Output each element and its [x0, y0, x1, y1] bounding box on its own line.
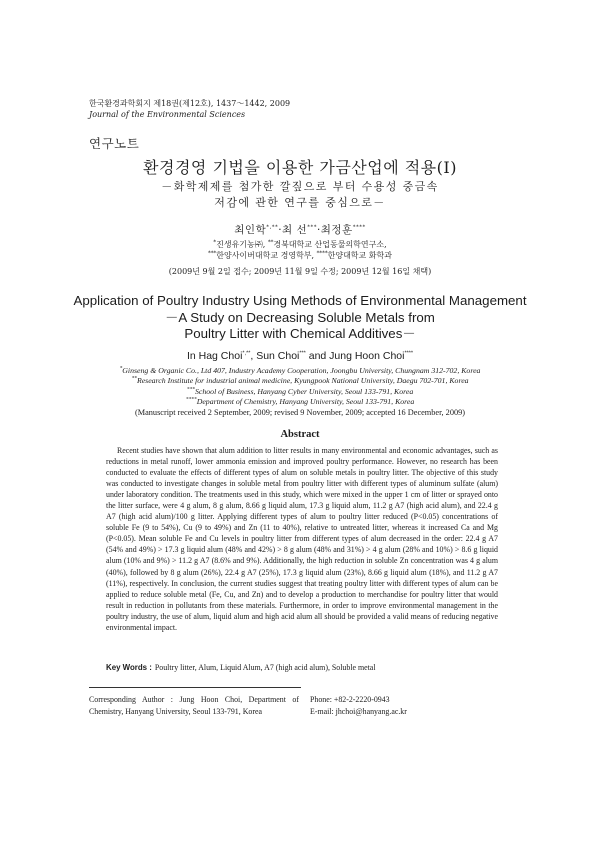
affiliation-sup: ***: [186, 386, 196, 392]
affiliation-text: 한양대학교 화학과: [327, 251, 392, 260]
abstract-heading: Abstract: [280, 429, 320, 440]
korean-authors: [60, 222, 540, 237]
english-affiliations: [60, 366, 540, 407]
english-author-sup: ****: [404, 350, 414, 357]
english-title-line2: －A Study on Decreasing Soluble Metals from: [165, 309, 435, 325]
affiliation-text: Department of Chemistry, Hanyang University, Seoul 133-791, Korea: [196, 396, 415, 406]
keywords-label: Key Words :: [106, 663, 152, 672]
affiliation-text: 경북대학교 산업동물의학연구소,: [273, 240, 387, 249]
affiliation-sup: **: [131, 375, 137, 382]
korean-author-name: ·최 선: [278, 224, 308, 236]
korean-author-sup: *,**: [266, 224, 279, 231]
english-author-name: , Sun Choi: [250, 350, 300, 362]
affiliation-sup: **: [267, 239, 274, 246]
korean-subtitle: [60, 179, 540, 211]
english-affiliation-line: [60, 397, 540, 407]
korean-affiliations: [100, 239, 500, 261]
english-author-sup: ***: [299, 350, 306, 357]
affiliation-sup: ****: [316, 250, 328, 257]
abstract-body: Recent studies have shown that alum addition to litter results in many environmental and economic advantages, such as reductions in metal runoff, lower ammonia emission and improved poultry performance. However, no research has been conducted to evaluate the effects of different types of alum on soluble metals in poultry litter. The objective of this study was conducted to investigate changes in soluble metal from poultry litter with different types of aluminum sulfate (alum) under laboratory condition. The treatments used in this study, which were mixed in the upper 1 cm of litter or sprayed onto the litter surface, were 4 g alum, 8 g alum, 8.66 g liquid alum, 17.3 g liquid alum, 11.2 g A7 (high acid alum), and 22.4 g A7 (high acid alum)/100 g litter. Applying different types of alum to poultry litter reduced (P<0.05) concentrations of soluble Fe (9 to 54%), Cu (9 to 49%) and Zn (11 to 40%), relative to untreated litter, whereas it increased Ca and Mg (P<0.05). Mean soluble Fe and Cu levels in poultry litter from different types of alum decreased in the order: 22.4 g A7 (54% and 49%) > 17.3 g liquid alum (48% and 42%) > 8 g alum (48% and 31%) > 4 g alum (28% and 10%) > 8.6 g liquid alum (10% and 9%) > 11.2 g A7 (8.6% and 9%). Additionally, the high reduction in soluble Zn concentration was 4 g alum (40%), followed by 8 g alum (26%), 22.4 g A7 (25%), 17.3 g liquid alum (23%), 8.66 g liquid alum (18%), and 11.2 g A7 (11%), respectively. In conclusion, the current studies suggest that treating poultry litter with different types of alum can be applied to reduce soluble metal (Fe, Cu, and Zn) and to develop a production to merchandise for poultry litter that would result in reduction in pollutants from these materials. Furthermore, in order to improve environmental management in the poultry industry, the use of alum, liquid alum and high acid alum all should be provided a valid means of reducing negative environmental impact.: [106, 446, 498, 632]
contact-info: [310, 694, 510, 717]
english-author-name: In Hag Choi: [186, 350, 243, 362]
korean-subtitle-line2: 저감에 관한 연구를 중심으로－: [214, 196, 386, 209]
english-title-line3: Poultry Litter with Chemical Additives－: [184, 326, 416, 341]
corresponding-author: Corresponding Author : Jung Hoon Choi, Department of Chemistry, Hanyang University, Seoul 133-791, Korea: [89, 695, 299, 716]
keywords-text: Poultry litter, Alum, Liquid Alum, A7 (high acid alum), Soluble metal: [154, 663, 376, 672]
affiliation-text: Research Institute for industrial animal medicine, Kyungpook National University, Daegu 702-701, Korea: [136, 376, 469, 386]
english-dates: (Manuscript received 2 September, 2009; revised 9 November, 2009; accepted 16 December, 2009): [134, 408, 466, 417]
contact-email: E-mail: jhchoi@hanyang.ac.kr: [310, 706, 407, 716]
affiliation-text: 한양사이버대학교 경영학부,: [216, 251, 317, 260]
english-affiliation-line: [60, 376, 540, 386]
english-author-sup: *,**: [242, 350, 251, 357]
korean-subtitle-line1: －화학제제를 첨가한 깔짚으로 부터 수용성 중금속: [161, 180, 439, 193]
journal-citation-kr: 한국환경과학회지 제18권(제12호), 1437～1442, 2009: [89, 99, 291, 108]
english-title: [40, 293, 560, 343]
korean-author-sup: ***: [307, 224, 317, 231]
korean-affiliation-line: [100, 239, 500, 250]
affiliation-text: Ginseng & Organic Co., Ltd 407, Industry Academy Cooperation, Joongbu University, Chungnam 312-702, Korea: [122, 366, 481, 375]
korean-title: 환경경영 기법을 이용한 가금산업에 적용(Ⅰ): [143, 158, 457, 177]
english-affiliation-line: [60, 387, 540, 397]
affiliation-sup: ****: [185, 396, 197, 403]
journal-name-en: Journal of the Environmental Sciences: [89, 110, 246, 119]
affiliation-sup: ***: [208, 250, 217, 257]
korean-author-sup: ****: [352, 224, 366, 231]
korean-affiliation-line: [100, 250, 500, 261]
journal-citation: [89, 98, 290, 120]
keywords: [106, 663, 498, 672]
contact-phone: Phone: +82-2-2220-0943: [310, 695, 390, 704]
english-author-name: and Jung Hoon Choi: [305, 350, 405, 362]
affiliation-text: 진생유기농㈜,: [216, 240, 268, 249]
affiliation-sup: *: [213, 239, 217, 246]
section-label: 연구노트: [89, 136, 140, 151]
korean-author-name: ·최정훈: [316, 224, 353, 236]
affiliation-sup: *: [119, 365, 123, 372]
english-title-line1: Application of Poultry Industry Using Methods of Environmental Management: [73, 293, 527, 308]
english-authors: [60, 350, 540, 362]
affiliation-text: School of Business, Hanyang Cyber University, Seoul 133-791, Korea: [195, 386, 414, 396]
footnote-divider: [89, 687, 301, 688]
korean-author-name: 최인학: [234, 224, 267, 236]
korean-dates: (2009년 9월 2일 접수; 2009년 11월 9일 수정; 2009년 12월 16일 채택): [168, 267, 432, 276]
